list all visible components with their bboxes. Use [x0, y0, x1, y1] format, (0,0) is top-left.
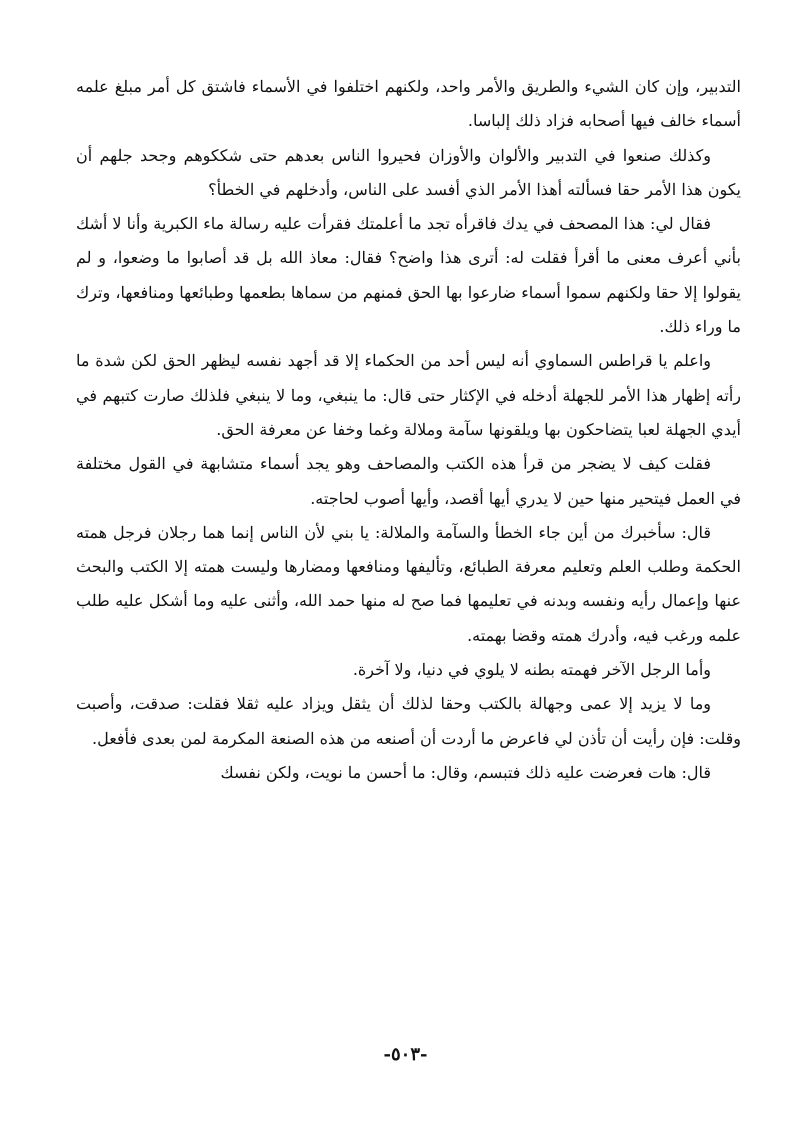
paragraph-5: فقلت كيف لا يضجر من قرأ هذه الكتب والمصاحف وهو يجد أسماء متشابهة في القول مختلفة في العمل فيتحير منها حين لا يدري أيها أقصد، وأيها أصوب لحاجته.	[76, 454, 741, 508]
paragraph-9: قال: هات فعرضت عليه ذلك فتبسم، وقال: ما أحسن ما نويت، ولكن نفسك	[220, 762, 711, 782]
paragraph-4: واعلم يا قراطس السماوي أنه ليس أحد من الحكماء إلا قد أجهد نفسه ليظهر الحق لكن شدة ما رأته إظهار هذا الأمر للجهلة أدخله في الإكثار حتى قال: ما ينبغي، وما لا ينبغي فلذلك صارت كتبهم في أيدي الجهلة لعبا يتضاحكون بها ويلقونها سآمة وملالة وغما وخفا عن معرفة الحق.	[76, 351, 741, 439]
paragraph-6: قال: سأخبرك من أين جاء الخطأ والسآمة والملالة: يا بني لأن الناس إنما هما رجلان فرجل همته الحكمة وطلب العلم وتعليم معرفة الطبائع، وتأليفها ومنافعها ومضارها وليست همته إلا الكتب والبحث عنها وإعمال رأيه ونفسه وبدنه في تعليمها فما صح له منها حمد الله، وأثنى عليه وما أشكل عليه طلب علمه ورغب فيه، وأدرك همته وقضا بهمته.	[76, 522, 741, 645]
body-text	[76, 70, 741, 790]
paragraph-1: التدبير، وإن كان الشيء والطريق والأمر واحد، ولكنهم اختلفوا في الأسماء فاشتق كل أمر مبلغ علمه أسماء خالف فيها أصحابه فزاد ذلك إلباسا.	[76, 77, 741, 131]
paragraph-7: وأما الرجل الآخر فهمته بطنه لا يلوي في دنيا، ولا آخرة.	[352, 660, 711, 680]
paragraph-3: فقال لي: هذا المصحف في يدك فاقرأه تجد ما أعلمتك فقرأت عليه رسالة ماء الكبرية وأنا لا أشك بأني أعرف معنى ما أقرأ فقلت له: أترى هذا واضح؟ فقال: معاذ الله بل قد أصابوا ما وضعوا، و لم يقولوا إلا حقا ولكنهم سموا أسماء ضارعوا بها الحق فمنهم من سماها بطعمها وطبائعها ومنافعها، وترك ما وراء ذلك.	[76, 214, 741, 337]
paragraph-2: وكذلك صنعوا في التدبير والألوان والأوزان فحيروا الناس بعدهم حتى شككوهم وجحد جلهم أن يكون هذا الأمر حقا فسألته أهذا الأمر الذي أفسد على الناس، وأدخلهم في الخطأ؟	[76, 145, 741, 199]
paragraph-8: وما لا يزيد إلا عمى وجهالة بالكتب وحقا لذلك أن يثقل ويزاد عليه ثقلا فقلت: صدقت، وأصبت وقلت: فإن رأيت أن تأذن لي فاعرض ما أردت أن أصنعه من هذه الصنعة المكرمة لمن بعدى فأفعل.	[76, 694, 741, 748]
page-number: -٥٠٣-	[383, 1044, 428, 1065]
